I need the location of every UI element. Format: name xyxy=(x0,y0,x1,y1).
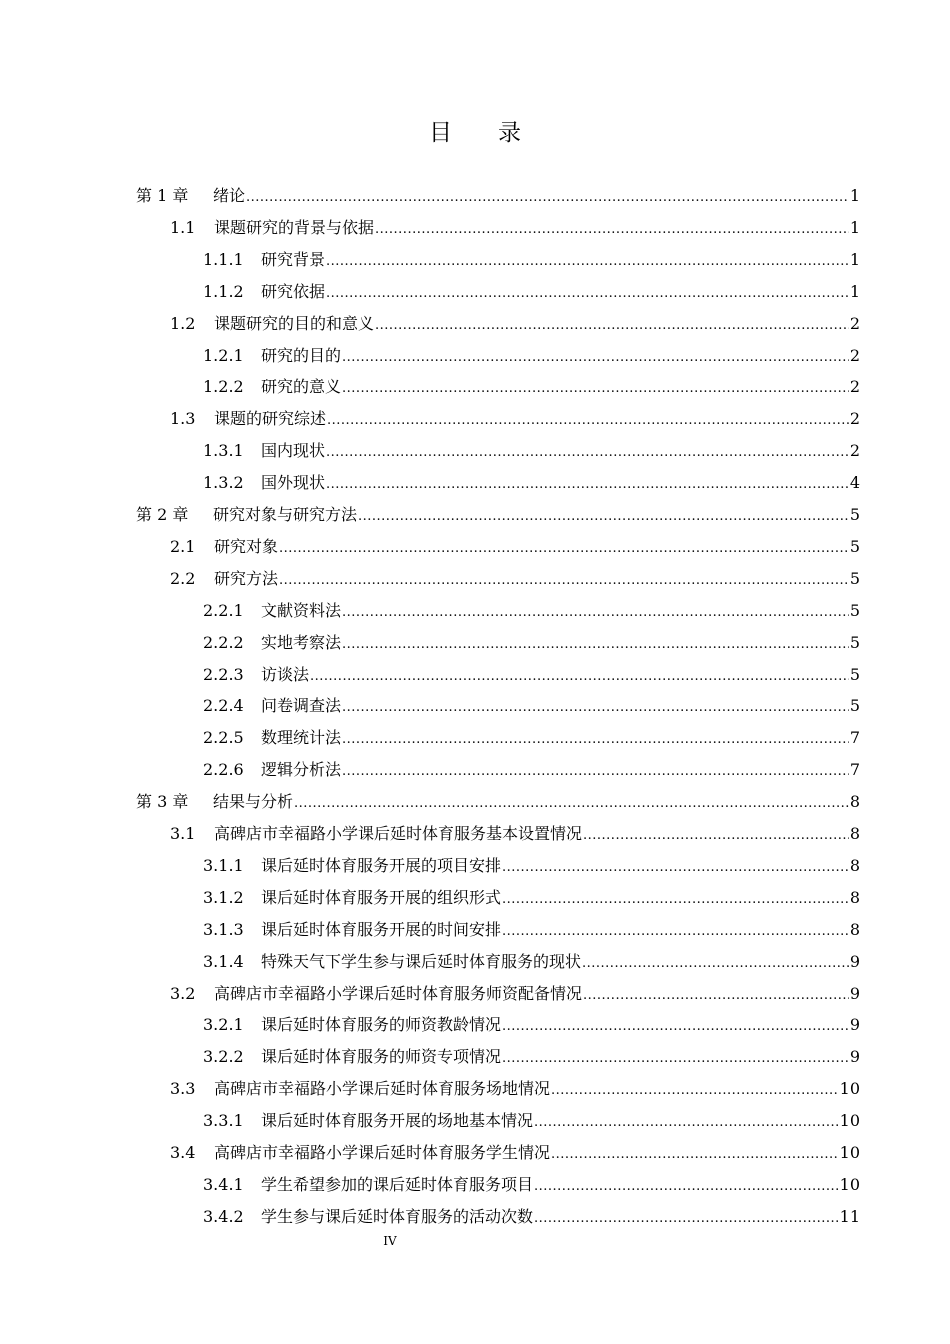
toc-entry-number: 1.3.1 xyxy=(203,441,244,461)
toc-entry[interactable] xyxy=(203,340,860,372)
toc-dot-leader xyxy=(358,499,849,533)
toc-entry-title: 特殊天气下学生参与课后延时体育服务的现状 xyxy=(261,951,582,971)
toc-entry-page: 8 xyxy=(849,855,860,875)
toc-entry-title: 课后延时体育服务开展的项目安排 xyxy=(261,855,502,875)
toc-entry-title: 高碑店市幸福路小学课后延时体育服务学生情况 xyxy=(214,1143,551,1162)
toc-entry-title: 逻辑分析法 xyxy=(261,760,342,780)
toc-entry-page: 10 xyxy=(839,1079,860,1099)
toc-entry-page: 2 xyxy=(849,345,860,365)
toc-entry-title: 课后延时体育服务的师资教龄情况 xyxy=(261,1015,502,1035)
toc-entry[interactable] xyxy=(170,818,860,850)
toc-entry[interactable] xyxy=(203,946,860,978)
toc-entry-title: 问卷调查法 xyxy=(261,696,342,716)
toc-entry[interactable] xyxy=(170,563,860,595)
toc-entry-title: 学生希望参加的课后延时体育服务项目 xyxy=(261,1174,534,1194)
toc-entry-page: 4 xyxy=(849,473,860,493)
toc-entry-number: 2.2.4 xyxy=(203,696,244,716)
toc-entry[interactable] xyxy=(203,276,860,308)
toc-dot-leader xyxy=(583,978,849,1012)
toc-entry-number: 3.2 xyxy=(170,983,196,1003)
toc-entry-title: 课后延时体育服务开展的场地基本情况 xyxy=(261,1111,534,1131)
toc-dot-leader xyxy=(326,276,849,310)
toc-entry-page: 1 xyxy=(849,249,860,269)
toc-entry-number: 1.1.1 xyxy=(203,249,244,269)
toc-entry-title: 实地考察法 xyxy=(261,632,342,652)
toc-entry-title: 课题的研究综述 xyxy=(214,409,327,429)
toc-dot-leader xyxy=(310,659,849,693)
toc-dot-leader xyxy=(502,914,849,948)
toc-entry-page: 8 xyxy=(849,792,860,812)
toc-entry-page: 2 xyxy=(849,409,860,429)
toc-entry-title: 国内现状 xyxy=(261,441,326,461)
toc-dot-leader xyxy=(294,786,849,820)
toc-entry-page: 2 xyxy=(849,377,860,397)
toc-entry[interactable] xyxy=(136,786,860,818)
toc-entry-number: 3.3 xyxy=(170,1079,196,1099)
toc-entry-number: 2.2.2 xyxy=(203,632,244,652)
toc-entry[interactable] xyxy=(203,754,860,786)
toc-entry-number: 3.4.2 xyxy=(203,1206,244,1226)
toc-entry-number: 1.1 xyxy=(170,217,196,237)
toc-entry[interactable] xyxy=(203,435,860,467)
toc-entry-title: 绪论 xyxy=(213,186,246,205)
toc-entry-number: 2.2.6 xyxy=(203,760,244,780)
toc-entry[interactable] xyxy=(203,467,860,499)
toc-entry-number: 1.2 xyxy=(170,313,196,333)
toc-dot-leader xyxy=(342,627,849,661)
toc-entry-page: 1 xyxy=(849,186,860,205)
toc-dot-leader xyxy=(375,212,849,246)
toc-entry-number: 2.2 xyxy=(170,568,196,588)
toc-entry-number: 第 2 章 xyxy=(136,505,189,524)
toc-entry-title: 研究背景 xyxy=(261,249,326,269)
toc-entry[interactable] xyxy=(203,595,860,627)
toc-entry-number: 3.1.1 xyxy=(203,855,244,875)
toc-entry-page: 5 xyxy=(849,505,860,524)
toc-dot-leader xyxy=(342,371,849,405)
toc-dot-leader xyxy=(502,1009,849,1043)
toc-entry-number: 3.3.1 xyxy=(203,1111,244,1131)
toc-entry-title: 课后延时体育服务的师资专项情况 xyxy=(261,1047,502,1067)
toc-dot-leader xyxy=(502,850,849,884)
toc-entry-number: 2.1 xyxy=(170,536,196,556)
toc-entry-page: 10 xyxy=(839,1143,860,1162)
toc-entry-number: 2.2.3 xyxy=(203,664,244,684)
toc-entry-number: 2.2.1 xyxy=(203,600,244,620)
toc-entry-title: 结果与分析 xyxy=(213,792,294,812)
toc-dot-leader xyxy=(551,1137,839,1171)
toc-entry[interactable] xyxy=(203,244,860,276)
toc-dot-leader xyxy=(534,1169,839,1203)
toc-entry-title: 研究对象与研究方法 xyxy=(213,505,358,524)
toc-dot-leader xyxy=(583,818,849,852)
toc-entry-number: 3.1 xyxy=(170,824,196,843)
toc-dot-leader xyxy=(279,563,849,597)
toc-entry[interactable] xyxy=(203,1009,860,1041)
toc-entry[interactable] xyxy=(170,403,860,435)
toc-entry[interactable] xyxy=(170,212,860,244)
toc-dot-leader xyxy=(327,403,849,437)
toc-entry-title: 课后延时体育服务开展的时间安排 xyxy=(261,919,502,939)
toc-entry-number: 3.2.2 xyxy=(203,1047,244,1067)
toc-entry[interactable] xyxy=(203,627,860,659)
toc-entry-page: 8 xyxy=(849,824,860,843)
toc-entry-page: 8 xyxy=(849,887,860,907)
toc-entry-page: 5 xyxy=(849,600,860,620)
toc-dot-leader xyxy=(342,340,849,374)
toc-entry-number: 1.2.2 xyxy=(203,377,244,397)
toc-entry-number: 3.4 xyxy=(170,1143,196,1162)
toc-entry-number: 3.2.1 xyxy=(203,1015,244,1035)
page-title: 目 录 xyxy=(429,120,521,146)
toc-entry-number: 3.1.2 xyxy=(203,887,244,907)
toc-entry-title: 高碑店市幸福路小学课后延时体育服务师资配备情况 xyxy=(214,983,583,1003)
toc-dot-leader xyxy=(534,1105,839,1139)
toc-dot-leader xyxy=(342,722,849,756)
toc-entry-title: 课后延时体育服务开展的组织形式 xyxy=(261,887,502,907)
toc-dot-leader xyxy=(326,467,849,501)
toc-entry[interactable] xyxy=(203,1105,860,1137)
toc-entry-page: 5 xyxy=(849,664,860,684)
toc-entry-number: 第 3 章 xyxy=(136,792,189,812)
toc-dot-leader xyxy=(246,180,849,214)
toc-entry-number: 1.2.1 xyxy=(203,345,244,365)
toc-entry-page: 2 xyxy=(849,313,860,333)
toc-entry-title: 研究的目的 xyxy=(261,345,342,365)
toc-dot-leader xyxy=(326,244,849,278)
toc-entry[interactable] xyxy=(203,659,860,691)
footer-page-number: IV xyxy=(383,1234,397,1248)
toc-entry[interactable] xyxy=(203,850,860,882)
toc-entry-page: 9 xyxy=(849,1015,860,1035)
toc-entry-title: 研究方法 xyxy=(214,568,279,588)
toc-dot-leader xyxy=(279,531,849,565)
toc-entry-page: 11 xyxy=(839,1206,860,1226)
toc-entry-title: 研究的意义 xyxy=(261,377,342,397)
toc-entry[interactable] xyxy=(170,531,860,563)
toc-entry[interactable] xyxy=(203,1041,860,1073)
toc-entry-page: 9 xyxy=(849,983,860,1003)
toc-dot-leader xyxy=(551,1073,839,1107)
toc-dot-leader xyxy=(375,308,849,342)
toc-entry[interactable] xyxy=(170,308,860,340)
toc-entry-number: 3.4.1 xyxy=(203,1174,244,1194)
toc-dot-leader xyxy=(342,690,849,724)
toc-entry[interactable] xyxy=(203,1169,860,1201)
toc-dot-leader xyxy=(342,595,849,629)
toc-entry-page: 5 xyxy=(849,568,860,588)
toc-entry-page: 5 xyxy=(849,696,860,716)
toc-entry-number: 1.3 xyxy=(170,409,196,429)
toc-entry[interactable] xyxy=(136,180,860,212)
toc-entry-title: 课题研究的目的和意义 xyxy=(214,313,375,333)
toc-entry[interactable] xyxy=(170,1137,860,1169)
toc-dot-leader xyxy=(326,435,849,469)
toc-dot-leader xyxy=(502,1041,849,1075)
toc-entry-title: 数理统计法 xyxy=(261,728,342,748)
toc-entry-page: 5 xyxy=(849,536,860,556)
toc-entry-page: 5 xyxy=(849,632,860,652)
toc-entry[interactable] xyxy=(170,978,860,1010)
toc-entry-title: 访谈法 xyxy=(261,664,310,684)
toc-entry-number: 3.1.4 xyxy=(203,951,244,971)
toc-entry-page: 1 xyxy=(849,281,860,301)
toc-entry-title: 研究对象 xyxy=(214,536,279,556)
toc-dot-leader xyxy=(342,754,849,788)
toc-entry-page: 1 xyxy=(849,217,860,237)
toc-entry[interactable] xyxy=(203,722,860,754)
toc-entry[interactable] xyxy=(203,1201,860,1233)
toc-entry-number: 1.3.2 xyxy=(203,473,244,493)
toc-entry-page: 8 xyxy=(849,919,860,939)
toc-entry-page: 9 xyxy=(849,1047,860,1067)
toc-entry-title: 高碑店市幸福路小学课后延时体育服务基本设置情况 xyxy=(214,824,583,843)
toc-entry[interactable] xyxy=(170,1073,860,1105)
toc-dot-leader xyxy=(534,1201,839,1235)
toc-entry-number: 3.1.3 xyxy=(203,919,244,939)
toc-dot-leader xyxy=(582,946,849,980)
toc-entry-number: 2.2.5 xyxy=(203,728,244,748)
toc-entry[interactable] xyxy=(203,690,860,722)
toc-entry-title: 文献资料法 xyxy=(261,600,342,620)
toc-entry-number: 第 1 章 xyxy=(136,186,189,205)
toc-entry-page: 7 xyxy=(849,728,860,748)
toc-entry-title: 课题研究的背景与依据 xyxy=(214,217,375,237)
toc-entry-page: 10 xyxy=(839,1111,860,1131)
toc-dot-leader xyxy=(502,882,849,916)
toc-entry[interactable] xyxy=(203,882,860,914)
toc-entry-title: 高碑店市幸福路小学课后延时体育服务场地情况 xyxy=(214,1079,551,1099)
toc-entry[interactable] xyxy=(203,371,860,403)
toc-entry-page: 2 xyxy=(849,441,860,461)
toc-entry-title: 学生参与课后延时体育服务的活动次数 xyxy=(261,1206,534,1226)
toc-entry-page: 10 xyxy=(839,1174,860,1194)
toc-entry-page: 9 xyxy=(849,951,860,971)
toc-entry-title: 研究依据 xyxy=(261,281,326,301)
toc-entry-title: 国外现状 xyxy=(261,473,326,493)
toc-entry-page: 7 xyxy=(849,760,860,780)
toc-entry[interactable] xyxy=(203,914,860,946)
toc-entry-number: 1.1.2 xyxy=(203,281,244,301)
toc-entry[interactable] xyxy=(136,499,860,531)
